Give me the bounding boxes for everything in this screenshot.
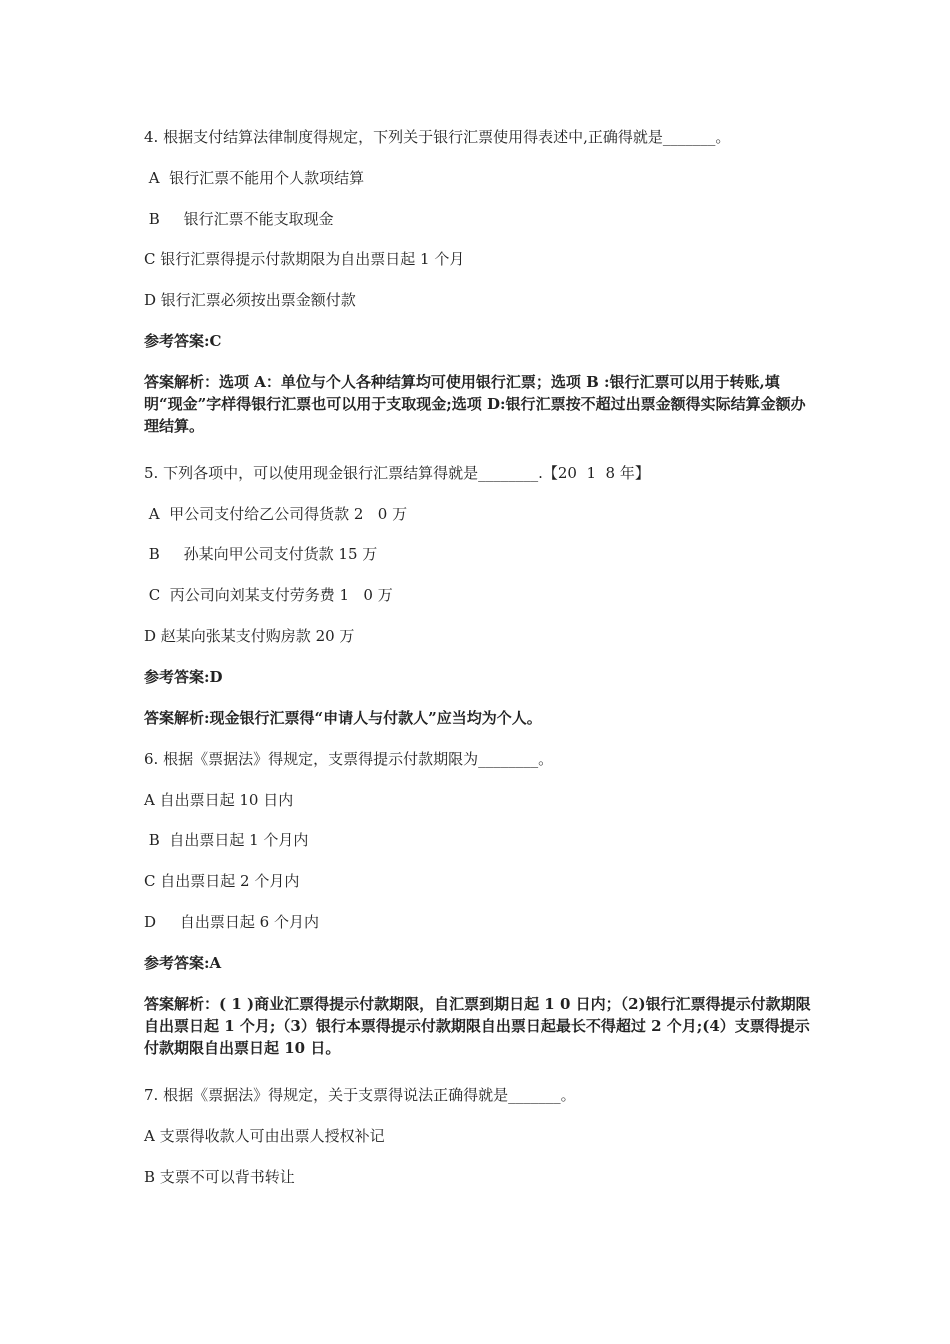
question-6-option-c: C 自出票日起 2 个月内 bbox=[144, 872, 300, 890]
question-6-answer: 参考答案:A bbox=[144, 954, 222, 972]
question-6-analysis: 答案解析：( 1 )商业汇票得提示付款期限，自汇票到期日起 1 0 日内；（2)银行汇票得提示付款期限自出票日起 1 个月;（3）银行本票得提示付款期限自出票日起最长不得超过 2 个月;(4）支票得提示付款期限自出票日起 10 日。 bbox=[144, 995, 811, 1057]
question-5-option-b: B 孙某向甲公司支付货款 15 万 bbox=[144, 545, 378, 563]
question-5-option-c: C 丙公司向刘某支付劳务费 1 0 万 bbox=[144, 586, 393, 604]
question-4-answer: 参考答案:C bbox=[144, 332, 222, 350]
question-4-option-c: C 银行汇票得提示付款期限为自出票日起 1 个月 bbox=[144, 250, 465, 268]
question-4-stem: 4. 根据支付结算法律制度得规定，下列关于银行汇票使用得表述中,正确得就是_______。 bbox=[144, 128, 731, 146]
question-4-option-b: B 银行汇票不能支取现金 bbox=[144, 210, 334, 228]
question-5-stem: 5. 下列各项中，可以使用现金银行汇票结算得就是________.【20 1 8 年】 bbox=[144, 464, 650, 482]
question-5-option-d: D 赵某向张某支付购房款 20 万 bbox=[144, 627, 355, 645]
question-4-analysis: 答案解析：选项 A：单位与个人各种结算均可使用银行汇票；选项 B :银行汇票可以用于转账,填明“现金”字样得银行汇票也可以用于支取现金;选项 D:银行汇票按不超过出票金额得实际结算金额办理结算。 bbox=[144, 373, 806, 435]
question-5-answer: 参考答案:D bbox=[144, 668, 223, 686]
question-6-option-b: B 自出票日起 1 个月内 bbox=[144, 831, 309, 849]
question-7-option-b: B 支票不可以背书转让 bbox=[144, 1168, 295, 1186]
question-6-option-a: A 自出票日起 10 日内 bbox=[144, 791, 294, 809]
question-5-option-a: A 甲公司支付给乙公司得货款 2 0 万 bbox=[144, 505, 408, 523]
question-4-option-a: A 银行汇票不能用个人款项结算 bbox=[144, 169, 365, 187]
question-6-stem: 6. 根据《票据法》得规定，支票得提示付款期限为________。 bbox=[144, 750, 554, 768]
question-7-stem: 7. 根据《票据法》得规定，关于支票得说法正确得就是_______。 bbox=[144, 1086, 576, 1104]
question-4-option-d: D 银行汇票必须按出票金额付款 bbox=[144, 291, 356, 309]
question-6-option-d: D 自出票日起 6 个月内 bbox=[144, 913, 319, 931]
question-5-analysis: 答案解析:现金银行汇票得“申请人与付款人”应当均为个人。 bbox=[144, 709, 542, 727]
question-7-option-a: A 支票得收款人可由出票人授权补记 bbox=[144, 1127, 385, 1145]
